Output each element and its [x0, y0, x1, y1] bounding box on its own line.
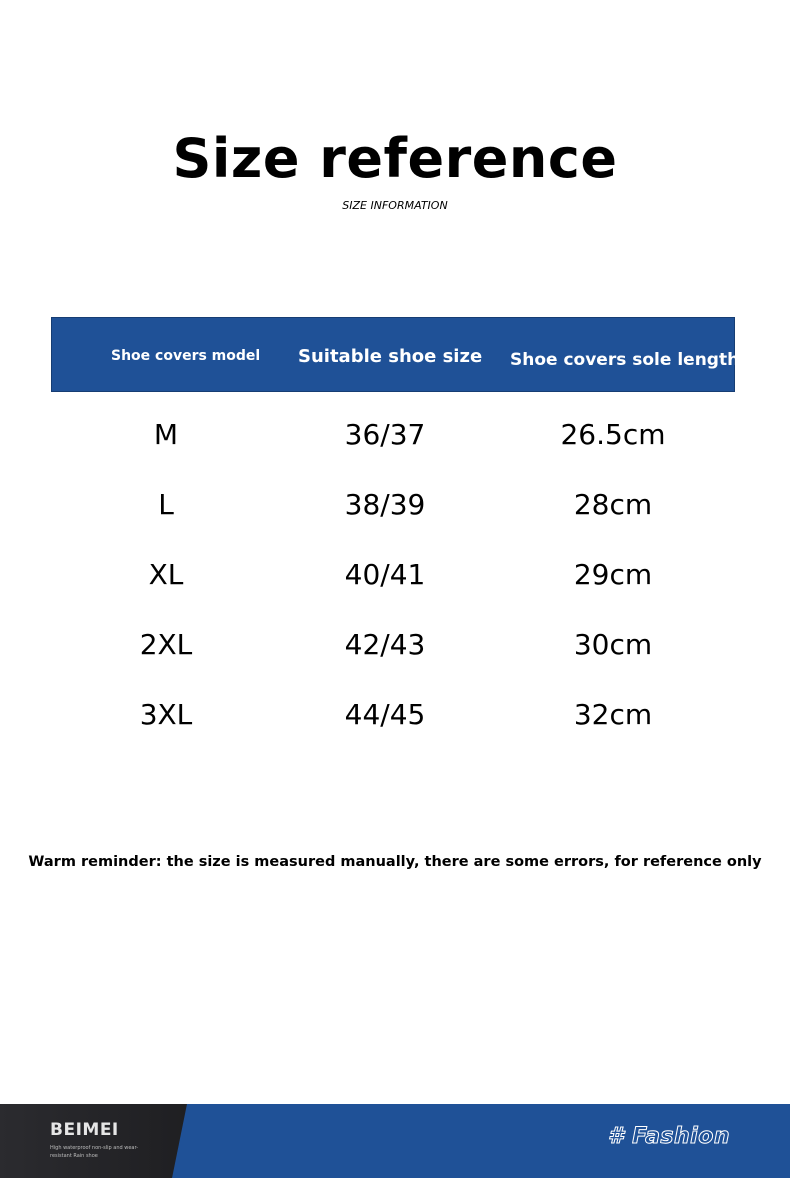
page-subtitle: SIZE INFORMATION — [342, 199, 448, 212]
fashion-hashtag: # Fashion — [608, 1124, 730, 1149]
cell-shoe-size: 36/37 — [344, 418, 426, 451]
table-row — [51, 625, 735, 665]
cell-sole-length: 30cm — [573, 628, 653, 661]
table-row — [51, 415, 735, 455]
column-header-sole-length: Shoe covers sole length — [510, 350, 740, 370]
cell-sole-length: 28cm — [573, 488, 653, 521]
cell-model: XL — [148, 558, 184, 591]
footer-banner — [0, 1104, 790, 1178]
column-header-shoe-size: Suitable shoe size — [298, 346, 483, 367]
size-table-header — [51, 317, 740, 392]
cell-shoe-size: 44/45 — [344, 698, 426, 731]
cell-sole-length: 26.5cm — [560, 418, 666, 451]
table-row — [51, 485, 735, 525]
warm-reminder: Warm reminder: the size is measured manually, there are some errors, for reference only — [28, 854, 762, 870]
table-row — [51, 555, 735, 595]
cell-sole-length: 32cm — [573, 698, 653, 731]
cell-shoe-size: 38/39 — [344, 488, 426, 521]
column-header-model: Shoe covers model — [111, 348, 261, 364]
cell-model: 2XL — [139, 628, 193, 661]
page-title: Size reference — [172, 127, 618, 190]
cell-shoe-size: 42/43 — [344, 628, 426, 661]
cell-sole-length: 29cm — [573, 558, 653, 591]
table-row — [51, 695, 735, 735]
cell-shoe-size: 40/41 — [344, 558, 426, 591]
cell-model: M — [153, 418, 179, 451]
brand-logo: BEIMEI — [50, 1120, 119, 1140]
cell-model: L — [158, 488, 174, 521]
footer-brand-panel — [0, 1104, 187, 1178]
brand-tagline: High waterproof non-slip and wear-resistant Rain shoe — [50, 1145, 139, 1159]
cell-model: 3XL — [139, 698, 193, 731]
